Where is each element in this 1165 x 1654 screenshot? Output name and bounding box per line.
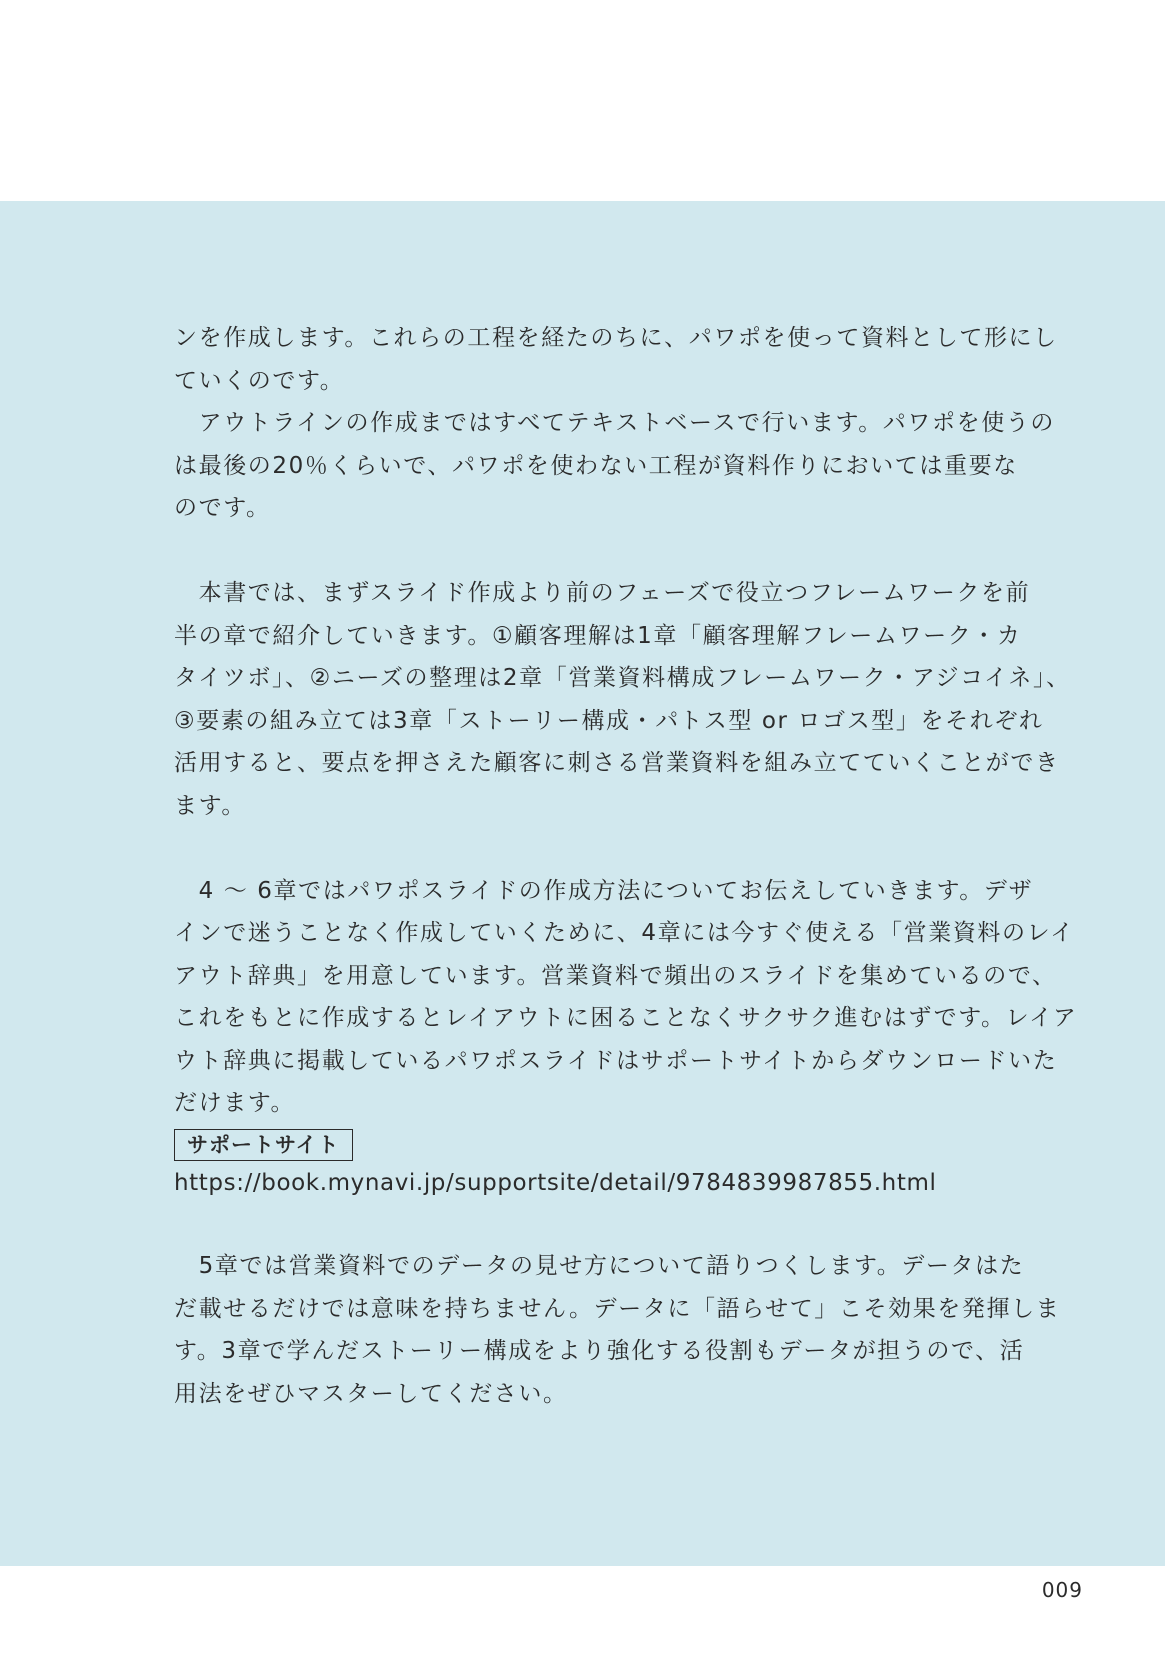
text-line: 本書では、まずスライド作成より前のフェーズで役立つフレームワークを前: [174, 580, 1031, 606]
text-line: だけます。: [174, 1090, 296, 1116]
text-line: は最後の20％くらいで、パワポを使わない工程が資料作りにおいては重要な: [174, 452, 1018, 479]
text-line: 5章では営業資料でのデータの見せ方について語りつくします。データはた: [174, 1253, 1025, 1279]
support-site-url[interactable]: https://book.mynavi.jp/supportsite/detail/9784839987855.html: [174, 1169, 937, 1196]
text-line: 活用すると、要点を押さえた顧客に刺さる営業資料を組み立てていくことができ: [174, 750, 1060, 776]
text-line: タイツボ」、②ニーズの整理は2章「営業資料構成フレームワーク・アジコイネ」、: [174, 665, 1071, 691]
text-line: 4 〜 6章ではパワポスライドの作成方法についてお伝えしていきます。デザ: [174, 877, 1034, 904]
text-line: す。3章で学んだストーリー構成をより強化する役割もデータが担うので、活: [174, 1338, 1025, 1364]
paragraph-3: [174, 572, 1071, 827]
text-line: ます。: [174, 792, 246, 819]
paragraph-2: [174, 402, 1055, 530]
paragraph-4: [174, 870, 1078, 1125]
text-line: これをもとに作成するとレイアウトに困ることなくサクサク進むはずです。レイア: [174, 1005, 1078, 1031]
body-text: [174, 317, 1078, 1415]
text-line: のです。: [174, 495, 271, 521]
paragraph-1: [174, 317, 1058, 402]
text-line: 用法をぜひマスターしてください。: [174, 1380, 568, 1407]
text-line: だ載せるだけでは意味を持ちません。データに「語らせて」こそ効果を発揮しま: [174, 1295, 1061, 1322]
paragraph-5: [174, 1245, 1061, 1415]
paragraph-gap: [174, 530, 1044, 573]
text-line: アウト辞典」を用意しています。営業資料で頻出のスライドを集めているので、: [174, 962, 1057, 989]
paragraph-gap: [174, 1203, 1044, 1246]
text-line: ウト辞典に掲載しているパワポスライドはサポートサイトからダウンロードいた: [174, 1047, 1058, 1074]
text-line: アウトラインの作成まではすべてテキストベースで行います。パワポを使うの: [174, 410, 1055, 436]
text-line: 半の章で紹介していきます。①顧客理解は1章「顧客理解フレームワーク・カ: [174, 622, 1022, 649]
paragraph-gap: [174, 827, 1044, 870]
support-site-label: サポートサイト: [174, 1129, 353, 1161]
text-line: ンを作成します。これらの工程を経たのちに、パワポを使って資料として形にし: [174, 325, 1058, 351]
support-site-block: [174, 1125, 1044, 1203]
text-line: ていくのです。: [174, 367, 345, 394]
page-number: 009: [1041, 1578, 1083, 1602]
text-line: インで迷うことなく作成していくために、4章には今すぐ使える「営業資料のレイ: [174, 920, 1075, 946]
text-line: ③要素の組み立ては3章「ストーリー構成・パトス型 or ロゴス型」をそれぞれ: [174, 707, 1044, 734]
